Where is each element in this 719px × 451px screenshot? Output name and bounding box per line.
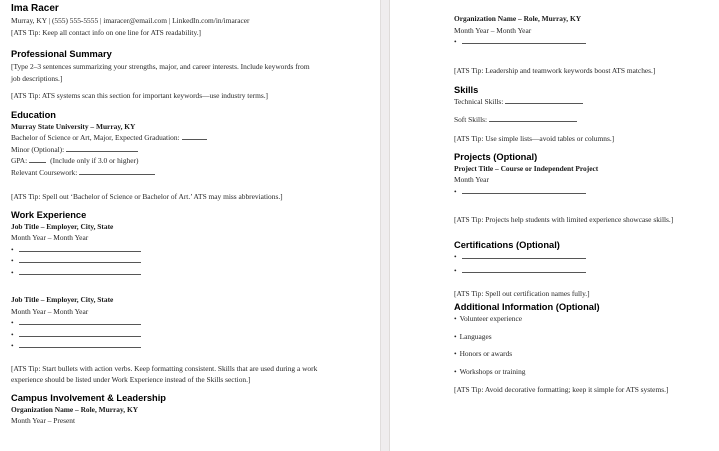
bullet-blank-line [454, 36, 694, 48]
additional-item [454, 366, 694, 378]
section-heading-additional-information: Additional Information (Optional) [454, 302, 600, 312]
blank-line [182, 133, 207, 140]
bullet-glyph: • [454, 366, 457, 376]
blank-line [29, 156, 46, 163]
bullet-glyph: • [11, 329, 14, 339]
campus-dates-line-continued: Month Year – Month Year [454, 25, 532, 35]
soft-skills-label: Soft Skills: [454, 114, 488, 124]
resume-page-2 [390, 0, 719, 451]
job-2-title-line: Job Title – Employer, City, State [11, 295, 114, 304]
campus-dates-line: Month Year – Present [11, 416, 76, 425]
bullet-glyph: • [11, 318, 14, 327]
ats-tip-skills: [ATS Tip: Use simple lists—avoid tables or columns.] [454, 134, 615, 143]
blank-line [19, 341, 141, 348]
gpa-note: (Include only if 3.0 or higher) [50, 156, 139, 165]
technical-skills-line [454, 96, 694, 108]
bullet-blank-line [11, 317, 319, 329]
blank-line [19, 268, 141, 275]
blank-line [19, 245, 141, 252]
bullet-blank-line [454, 265, 694, 277]
bullet-blank-line [454, 251, 694, 263]
education-degree-line [11, 132, 319, 144]
campus-organization-line-continued: Organization Name – Role, Murray, KY [454, 14, 582, 23]
ats-tip-projects: [ATS Tip: Projects help students with limited experience showcase skills.] [454, 215, 674, 224]
gpa-label: GPA: [11, 156, 28, 165]
bullet-glyph: • [11, 341, 14, 350]
education-coursework-line [11, 167, 319, 179]
blank-line [462, 187, 586, 194]
blank-line [19, 318, 141, 325]
ats-tip-contact: [ATS Tip: Keep all contact info on one line for ATS readability.] [11, 27, 201, 37]
bullet-glyph: • [454, 331, 457, 341]
section-heading-work-experience: Work Experience [11, 209, 87, 220]
education-school-line: Murray State University – Murray, KY [11, 121, 136, 131]
technical-skills-label: Technical Skills: [454, 97, 504, 106]
project-dates-line: Month Year [454, 175, 489, 184]
job-1-dates-line: Month Year – Month Year [11, 233, 89, 242]
additional-item-label: Languages [459, 331, 492, 341]
bullet-glyph: • [11, 267, 14, 277]
additional-item [454, 348, 694, 360]
bullet-blank-line [11, 267, 319, 279]
section-heading-campus-involvement: Campus Involvement & Leadership [11, 392, 166, 403]
section-heading-projects: Projects (Optional) [454, 151, 538, 162]
bullet-glyph: • [454, 186, 457, 196]
ats-tip-certifications: [ATS Tip: Spell out certification names fully.] [454, 288, 590, 298]
blank-line [489, 115, 577, 122]
blank-line [19, 256, 141, 263]
additional-item [454, 313, 694, 325]
ats-tip-education: [ATS Tip: Spell out ‘Bachelor of Science or Bachelor of Art.’ ATS may miss abbreviations.] [11, 192, 283, 201]
bullet-glyph: • [454, 349, 457, 358]
education-gpa-line [11, 155, 319, 167]
bullet-glyph: • [454, 266, 457, 275]
section-heading-skills: Skills [454, 85, 479, 95]
bullet-glyph: • [454, 314, 457, 323]
bullet-glyph: • [454, 37, 457, 46]
blank-line [19, 330, 141, 337]
ats-tip-summary: [ATS Tip: ATS systems scan this section for important keywords—use industry terms.] [11, 91, 269, 100]
page-gutter [380, 0, 390, 451]
ats-tip-additional-information: [ATS Tip: Avoid decorative formatting; keep it simple for ATS systems.] [454, 385, 669, 394]
bullet-blank-line [454, 186, 694, 198]
ats-tip-work-experience: [ATS Tip: Start bullets with action verbs. Keep formatting consistent. Skills that are used during a work experience should be listed under Work Experience instead of the Skills section.] [11, 363, 318, 384]
bullet-glyph: • [454, 251, 457, 261]
candidate-name: Ima Racer [11, 3, 59, 14]
soft-skills-line [454, 114, 694, 126]
blank-line [66, 145, 138, 152]
bullet-blank-line [11, 244, 319, 256]
page-2-content [454, 13, 694, 396]
job-1-title-line: Job Title – Employer, City, State [11, 221, 114, 231]
section-heading-professional-summary: Professional Summary [11, 49, 112, 59]
bullet-blank-line [11, 255, 319, 267]
blank-line [462, 266, 586, 273]
additional-item-label: Honors or awards [459, 349, 513, 358]
blank-line [505, 97, 583, 104]
blank-line [462, 37, 586, 44]
minor-label: Minor (Optional): [11, 144, 65, 154]
bullet-glyph: • [11, 244, 14, 254]
summary-placeholder: [Type 2–3 sentences summarizing your strengths, major, and career interests. Include keywords from job descriptions.] [11, 62, 310, 83]
education-minor-line [11, 144, 319, 156]
bullet-blank-line [11, 340, 319, 352]
campus-organization-line: Organization Name – Role, Murray, KY [11, 404, 139, 414]
contact-line: Murray, KY | (555) 555-5555 | imaracer@email.com | LinkedIn.com/in/imaracer [11, 16, 250, 25]
bullet-blank-line [11, 329, 319, 341]
blank-line [462, 252, 586, 259]
degree-label: Bachelor of Science or Art, Major, Expected Graduation: [11, 133, 180, 142]
blank-line [79, 168, 155, 175]
bullet-glyph: • [11, 256, 14, 265]
section-heading-education: Education [11, 109, 56, 120]
ats-tip-campus: [ATS Tip: Leadership and teamwork keywords boost ATS matches.] [454, 65, 656, 75]
additional-item [454, 331, 694, 343]
additional-item-label: Volunteer experience [459, 314, 523, 323]
job-2-dates-line: Month Year – Month Year [11, 306, 89, 316]
section-heading-certifications: Certifications (Optional) [454, 239, 560, 250]
additional-item-label: Workshops or training [459, 366, 526, 376]
page-1-content [11, 3, 319, 427]
coursework-label: Relevant Coursework: [11, 167, 78, 177]
project-title-line: Project Title – Course or Independent Project [454, 163, 599, 173]
